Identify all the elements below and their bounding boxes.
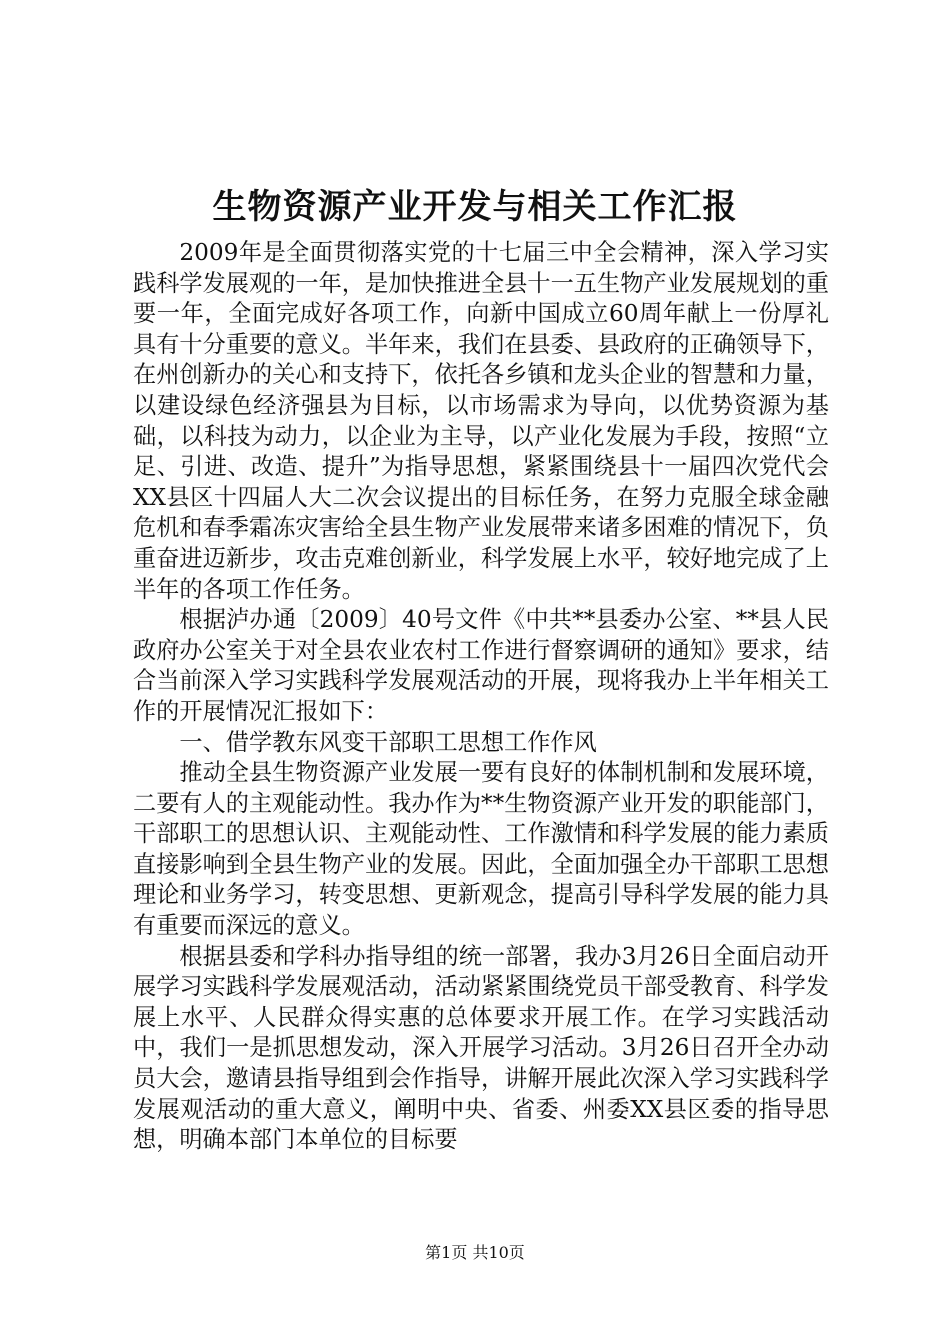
document-title: 生物资源产业开发与相关工作汇报 <box>212 187 738 227</box>
paragraph-section1-a: 推动全县生物资源产业发展一要有良好的体制机制和发展环境，二要有人的主观能动性。我办作为**生物资源产业开发的职能部门，干部职工的思想认识、主观能动性、工作激情和科学发展的能力素质直接影响到全县生物产业的发展。因此，全面加强全办干部职工思想理论和业务学习，转变思想、更新观念，提高引导科学发展的能力具有重要而深远的意义。 <box>133 759 829 940</box>
paragraph-section1-b: 根据县委和学科办指导组的统一部署，我办3月26日全面启动开展学习实践科学发展观活动，活动紧紧围绕党员干部受教育、科学发展上水平、人民群众得实惠的总体要求开展工作。在学习实践活动中，我们一是抓思想发动，深入开展学习活动。3月26日召开全办动员大会，邀请县指导组到会作指导，讲解开展此次深入学习实践科学发展观活动的重大意义，阐明中央、省委、州委XX县区委的指导思想，明确本部门本单位的目标要 <box>133 942 829 1154</box>
paragraph-basis: 根据泸办通〔2009〕40号文件《中共**县委办公室、**县人民政府办公室关于对全县农业农村工作进行督察调研的通知》要求，结合当前深入学习实践科学发展观活动的开展，现将我办上半年相关工作的开展情况汇报如下： <box>133 606 829 725</box>
page-footer: 第1页 共10页 <box>425 1243 525 1262</box>
section-heading-1: 一、借学教东风变干部职工思想工作作风 <box>179 728 597 756</box>
document-body <box>133 238 829 1156</box>
paragraph-intro: 2009年是全面贯彻落实党的十七届三中全会精神，深入学习实践科学发展观的一年，是加快推进全县十一五生物产业发展规划的重要一年，全面完成好各项工作，向新中国成立60周年献上一份厚礼具有十分重要的意义。半年来，我们在县委、县政府的正确领导下，在州创新办的关心和支持下，依托各乡镇和龙头企业的智慧和力量，以建设绿色经济强县为目标，以市场需求为导向，以优势资源为基础，以科技为动力，以企业为主导，以产业化发展为手段，按照“立足、引进、改造、提升”为指导思想，紧紧围绕县十一届四次党代会XX县区十四届人大二次会议提出的目标任务，在努力克服全球金融危机和春季霜冻灾害给全县生物产业发展带来诸多困难的情况下，负重奋进迈新步，攻击克难创新业，科学发展上水平，较好地完成了上半年的各项工作任务。 <box>133 239 829 603</box>
